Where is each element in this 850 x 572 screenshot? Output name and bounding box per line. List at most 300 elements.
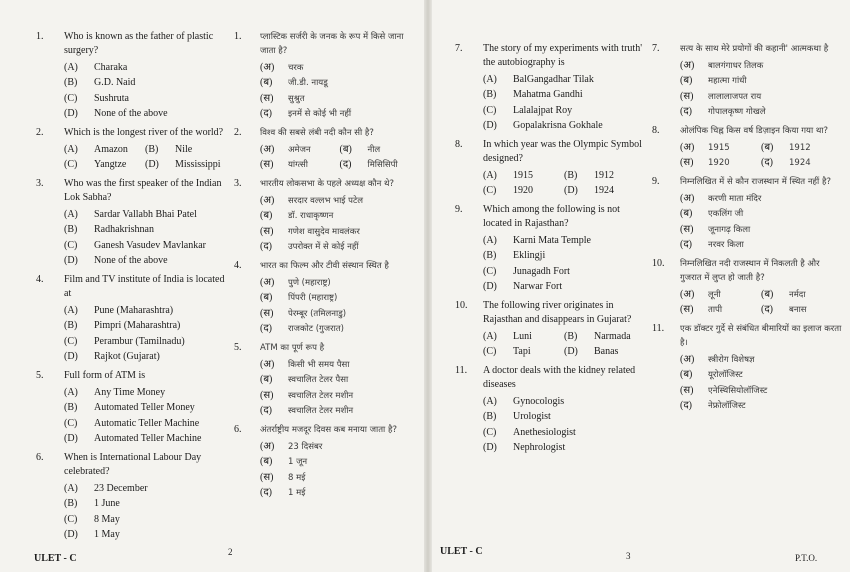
option-text: 1 May [94,529,120,541]
answer-option [652,222,842,238]
question-block [234,341,419,419]
question-text: विश्व की सबसे लंबी नदी कौन सी है? [260,128,374,138]
answer-option [234,107,419,123]
answer-option [680,141,761,155]
option-label: (स) [680,90,694,102]
question-block [455,203,645,295]
question-text: Who is known as the father of plastic surgery? [64,31,214,56]
option-label: (B) [483,411,497,423]
option-label: (D) [483,281,497,293]
question-number: 5. [36,370,44,381]
answer-option [652,383,842,399]
option-text: 1912 [594,169,614,181]
answer-option-row [652,287,842,303]
option-label: (द) [339,159,352,171]
answer-option [652,191,842,207]
answer-option-row [234,158,419,174]
question-stem [36,273,226,301]
option-label: (B) [483,250,497,262]
question-text: Film and TV institute of India is located at [64,274,225,299]
question-text: Who was the first speaker of the Indian Lok Sabha? [64,178,222,203]
option-label: (अ) [680,288,695,300]
question-block [36,177,226,269]
question-number: 4. [234,260,242,271]
option-text: बनास [789,305,807,316]
option-label: (D) [64,351,78,363]
option-text: करणी माता मंदिर [708,193,762,204]
booklet-spine [424,0,432,572]
option-label: (ब) [761,141,774,153]
option-text: Pune (Maharashtra) [94,304,174,316]
option-label: (द) [680,400,692,412]
option-label: (ब) [680,75,693,87]
answer-option [234,240,419,256]
option-text: Gynocologis [513,395,565,407]
option-text: स्वचालित टेलर मशीन [288,390,354,401]
answer-option [36,107,226,123]
option-text: 23 December [94,482,148,494]
option-text: Pimpri (Maharashtra) [94,320,181,332]
option-text: 1915 [513,169,533,181]
option-label: (द) [680,106,692,118]
option-text: Lalalajpat Roy [513,104,573,116]
question-number: 6. [234,424,242,435]
answer-option [761,156,842,170]
question-text: ATM का पूर्ण रूप है [260,343,325,353]
option-label: (D) [64,255,78,267]
option-label: (C) [483,185,497,197]
left-page-english-column [36,30,226,547]
option-label: (C) [64,417,78,429]
option-label: (ब) [680,369,693,381]
answer-option [652,238,842,254]
option-label: (B) [483,89,497,101]
answer-option [234,306,419,322]
answer-option [36,401,226,417]
question-stem [234,423,419,437]
option-label: (अ) [680,192,695,204]
left-page-number: 2 [228,547,233,557]
answer-option [652,352,842,368]
answer-option [234,193,419,209]
question-text: Full form of ATM is [64,370,146,381]
answer-option [483,169,564,183]
answer-option [36,432,226,448]
question-number: 2. [36,127,44,138]
answer-option [145,158,226,172]
question-stem [652,42,842,56]
option-text: G.D. Naid [94,77,136,89]
option-label: (A) [64,304,78,316]
option-label: (D) [64,108,78,120]
option-text: महात्मा गांधी [708,76,747,87]
option-text: Charaka [94,61,128,73]
option-text: 1 June [94,498,120,510]
answer-option [234,291,419,307]
question-stem [652,175,842,189]
option-label: (ब) [260,210,273,222]
right-footer-code: ULET - C [440,546,483,557]
option-text: नरवर किला [708,240,744,251]
answer-option-row [455,184,645,200]
option-label: (द) [260,487,272,499]
question-number: 3. [234,178,242,189]
pto-label: P.T.O. [795,553,818,563]
option-text: Urologist [513,411,551,423]
option-label: (D) [483,120,497,132]
answer-option [234,486,419,502]
answer-option [234,60,419,76]
option-label: (A) [483,73,497,85]
option-label: (स) [680,304,694,316]
option-text: 8 मई [288,472,306,483]
option-text: एकलिंग जी [708,209,744,220]
question-stem [36,30,226,58]
option-text: Tapi [513,346,531,358]
option-label: (अ) [260,143,275,155]
option-label: (अ) [260,358,275,370]
option-label: (द) [260,323,272,335]
question-text: सत्य के साथ मेरे प्रयोगों की कहानी' आत्मकथा है [680,44,829,54]
question-stem [36,177,226,205]
question-block [455,364,645,456]
option-label: (A) [64,208,78,220]
option-label: (A) [483,330,497,342]
option-text: Perambur (Tamilnadu) [94,335,185,347]
question-stem [234,126,419,140]
answer-option [483,330,564,344]
question-number: 8. [455,139,463,150]
option-text: इनमें से कोई भी नहीं [288,109,352,120]
question-stem [234,30,419,58]
option-text: Ganesh Vasudev Mavlankar [94,239,207,251]
option-label: (B) [64,402,78,414]
answer-option [36,497,226,513]
right-page-hindi-column [652,42,842,418]
option-text: Karni Mata Temple [513,234,591,246]
option-text: उपरोक्त में से कोई नहीं [288,242,359,253]
answer-option [36,238,226,254]
answer-option [761,141,842,155]
question-number: 11. [455,365,468,376]
option-label: (अ) [680,353,695,365]
answer-option [761,303,842,317]
answer-option [36,528,226,544]
option-label: (C) [483,265,497,277]
question-text: भारत का फिल्म और टीवी संस्थान स्थित है [260,261,389,271]
answer-option-row [652,140,842,156]
option-label: (ब) [761,288,774,300]
option-label: (A) [64,386,78,398]
question-stem [652,257,842,285]
option-text: 8 May [94,513,120,525]
answer-option [340,143,420,157]
question-block [652,175,842,253]
option-text: तापी [708,305,723,316]
option-label: (ब) [260,292,273,304]
option-text: गोपालकृष्ण गोखले [708,107,766,118]
option-text: Automatic Teller Machine [94,417,200,429]
option-label: (C) [483,426,497,438]
answer-option [36,481,226,497]
option-text: 23 दिसंबर [288,441,323,452]
question-text: The story of my experiments with truth' the autobiography is [483,43,642,68]
option-text: Eklingji [513,250,546,262]
option-label: (अ) [260,440,275,452]
option-text: चरक [288,62,304,73]
question-block [652,124,842,171]
option-label: (द) [761,157,773,169]
answer-option [483,345,564,359]
question-block [652,42,842,120]
option-text: किसी भी समय पैसा [288,359,350,370]
option-text: Radhakrishnan [94,224,154,236]
option-text: Sushruta [94,92,129,104]
answer-option [455,88,645,104]
option-label: (स) [680,223,694,235]
option-text: Anethesiologist [513,426,576,438]
answer-option [36,416,226,432]
question-number: 7. [455,43,463,54]
question-block [36,451,226,543]
left-footer-code: ULET - C [34,553,77,564]
answer-option-row [652,303,842,319]
question-number: 10. [455,300,468,311]
answer-option [36,319,226,335]
answer-option [680,303,761,317]
question-stem [455,364,645,392]
option-label: (अ) [260,61,275,73]
option-label: (स) [260,389,274,401]
option-label: (A) [483,234,497,246]
answer-option [234,470,419,486]
option-label: (अ) [260,276,275,288]
question-text: In which year was the Olympic Symbol designed? [483,139,642,164]
answer-option [36,254,226,270]
question-text: Which among the following is not located in Rajasthan? [483,204,620,229]
answer-option [680,288,761,302]
option-text: Yangtze [94,159,127,171]
answer-option [64,158,145,172]
option-text: मिसिसिपी [367,160,398,171]
option-label: (C) [64,335,78,347]
answer-option [455,72,645,88]
answer-option [564,184,645,198]
option-text: Luni [513,330,532,342]
answer-option [455,394,645,410]
option-label: (अ) [260,194,275,206]
option-text: Junagadh Fort [513,265,570,277]
option-text: Automated Teller Machine [94,433,202,445]
question-number: 11. [652,323,665,334]
option-text: Nile [175,143,193,155]
answer-option [260,158,340,172]
option-label: (D) [64,433,78,445]
question-stem [234,341,419,355]
option-text: Nephrologist [513,442,566,454]
question-number: 9. [652,176,660,187]
question-text: निम्नलिखित में से कौन राजस्थान में स्थित नहीं है? [680,177,831,187]
option-text: Rajkot (Gujarat) [94,351,160,363]
option-text: लूनी [708,289,721,300]
option-text: Automated Teller Money [94,402,195,414]
question-number: 2. [234,127,242,138]
question-number: 6. [36,452,44,463]
answer-option [234,322,419,338]
option-text: 1 जून [288,457,308,468]
option-label: (स) [260,159,274,171]
answer-option-row [455,329,645,345]
option-text: जूनागढ़ किला [708,224,751,235]
option-text: Banas [594,346,619,358]
answer-option-row [455,168,645,184]
question-block [234,30,419,122]
option-label: (अ) [680,141,695,153]
option-label: (C) [483,346,497,358]
question-number: 5. [234,342,242,353]
option-text: नर्मदा [789,289,806,300]
answer-option [483,184,564,198]
question-number: 1. [234,31,242,42]
question-number: 9. [455,204,463,215]
answer-option [652,89,842,105]
option-label: (B) [564,169,578,181]
option-text: जी.डी. नायडू [288,78,328,89]
option-text: BalGangadhar Tilak [513,73,594,85]
option-text: पेरम्बूर (तमिलनाडु) [288,308,347,319]
option-text: Any Time Money [94,386,166,398]
option-text: नील [367,144,381,155]
option-label: (द) [260,108,272,120]
answer-option [36,303,226,319]
question-stem [652,124,842,138]
right-page-number: 3 [626,551,631,561]
option-text: Narmada [594,330,631,342]
right-page-english-column [455,42,645,460]
answer-option [652,207,842,223]
answer-option [234,209,419,225]
option-label: (स) [680,157,694,169]
question-block [455,138,645,199]
answer-option [36,223,226,239]
option-text: अमेजन [288,144,311,155]
answer-option [234,275,419,291]
option-label: (B) [64,77,78,89]
option-label: (द) [260,241,272,253]
option-text: Sardar Vallabh Bhai Patel [94,208,197,220]
answer-option [455,425,645,441]
answer-option [455,233,645,249]
question-number: 7. [652,43,660,54]
option-text: 1924 [594,185,614,197]
question-stem [455,299,645,327]
question-block [234,259,419,337]
option-label: (B) [564,330,578,342]
answer-option [234,439,419,455]
option-text: एनेस्थिसियोलॉजिस्ट [708,385,768,396]
question-text: निम्नलिखित नदी राजस्थान में निकलती है और गुजरात में लुप्त हो जाती है? [680,259,820,283]
question-number: 4. [36,274,44,285]
question-stem [652,322,842,350]
option-label: (C) [483,104,497,116]
answer-option [564,345,645,359]
option-label: (C) [64,513,78,525]
left-page-hindi-column [234,30,419,505]
answer-option [36,76,226,92]
option-text: 1924 [789,158,811,169]
question-text: A doctor deals with the kidney related diseases [483,365,636,390]
option-label: (C) [64,239,78,251]
question-stem [36,369,226,383]
question-block [234,177,419,255]
option-text: None of the above [94,255,168,267]
answer-option [145,143,226,157]
option-text: None of the above [94,108,168,120]
answer-option [36,91,226,107]
option-label: (ब) [260,374,273,386]
question-block [234,423,419,501]
answer-option [36,334,226,350]
answer-option [234,373,419,389]
option-text: पुणे (महाराष्ट्र) [288,277,331,288]
option-label: (स) [260,307,274,319]
answer-option [455,249,645,265]
answer-option [234,404,419,420]
option-label: (C) [64,159,78,171]
answer-option [652,105,842,121]
question-text: एक डॉक्टर गुर्दे से संबंधित बीमारियों का इलाज करता है। [680,324,842,348]
option-text: गणेश वासुदेव मावलंकर [288,226,360,237]
answer-option [761,288,842,302]
answer-option [260,143,340,157]
option-label: (A) [64,61,78,73]
answer-option-row [36,158,226,174]
option-label: (द) [680,239,692,251]
answer-option [234,455,419,471]
answer-option [234,91,419,107]
option-label: (स) [260,225,274,237]
option-text: लालालाजपत राय [708,91,762,102]
answer-option [652,74,842,90]
option-text: स्त्रीरोग विशेषज्ञ [708,354,755,365]
option-text: 1912 [789,142,811,153]
question-block [455,299,645,360]
option-text: बालगंगाधर तिलक [708,60,764,71]
answer-option-row [652,156,842,172]
question-text: प्लास्टिक सर्जरी के जनक के रूप में किसे जाना जाता है? [260,32,404,56]
question-text: Which is the longest river of the world? [64,127,224,138]
option-label: (D) [564,185,578,197]
option-text: सरदार वल्लभ भाई पटेल [288,195,364,206]
option-label: (ब) [680,208,693,220]
question-block [234,126,419,173]
option-label: (D) [483,442,497,454]
question-text: ओलंपिक चिह्न किस वर्ष डिज़ाइन किया गया था? [680,126,829,136]
question-stem [36,126,226,140]
question-stem [455,42,645,70]
answer-option [36,385,226,401]
option-label: (A) [483,395,497,407]
question-stem [455,203,645,231]
option-text: Gopalakrisna Gokhale [513,120,603,132]
question-block [36,126,226,173]
answer-option [455,103,645,119]
option-text: यांग्त्सी [288,160,308,171]
answer-option [652,368,842,384]
question-block [652,322,842,414]
option-label: (स) [680,384,694,396]
question-block [36,273,226,365]
